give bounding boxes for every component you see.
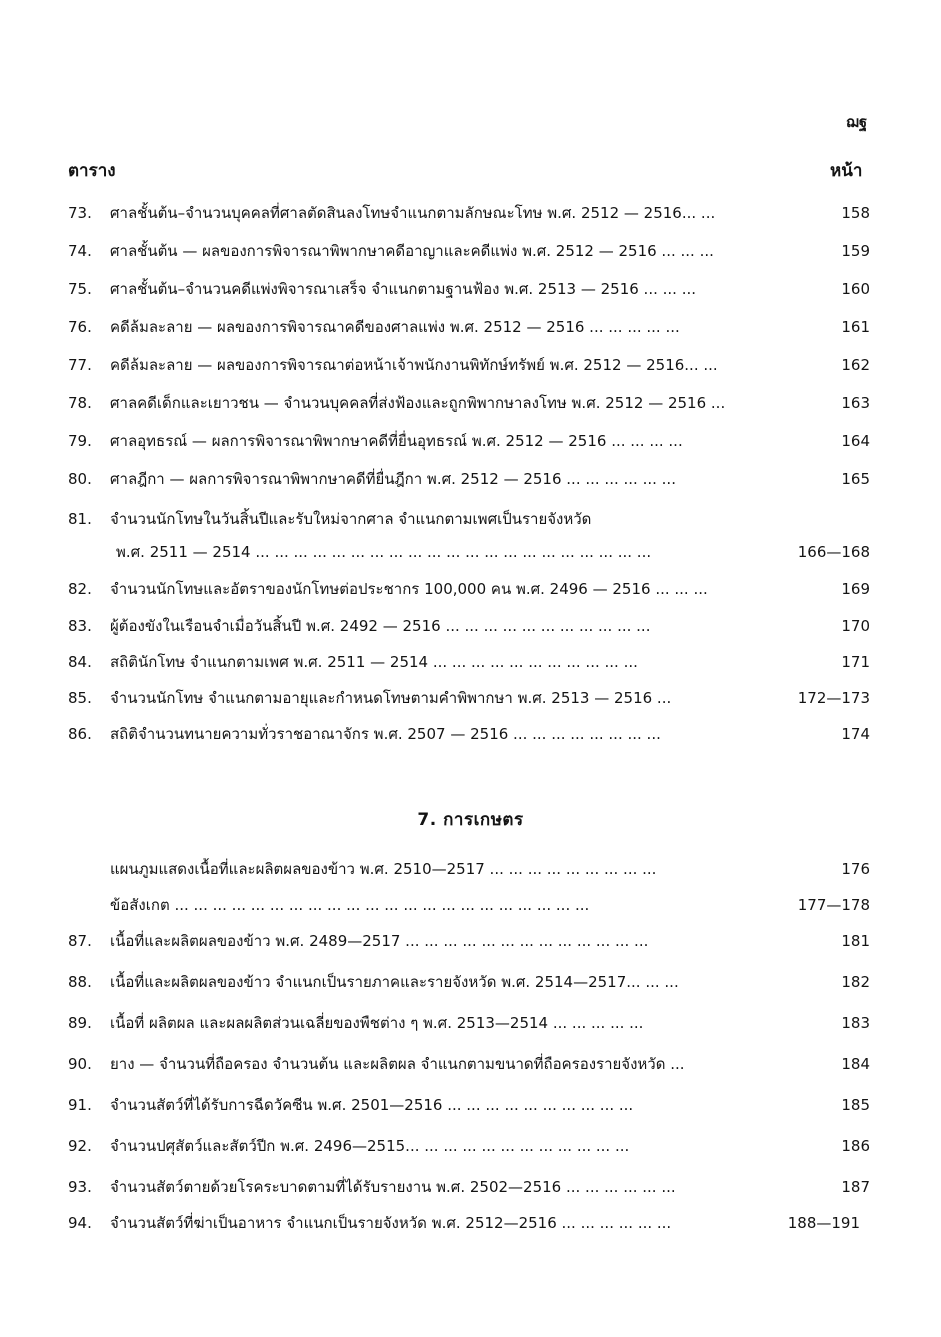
list-item [68,200,870,226]
entry-title: จำนวนปศุสัตว์และสัตว์ปีก พ.ศ. 2496—2515... ... ... ... ... ... ... ... ... ... ... ... [110,1137,630,1155]
entry-number: 83. [68,617,92,635]
entry-number: 86. [68,725,92,743]
entry-number: 75. [68,280,92,298]
entry-page: 185 [841,1096,870,1114]
list-item [68,576,870,602]
entry-page: 181 [841,932,870,950]
list-item [68,238,870,264]
list-item [68,1133,870,1159]
entry-title: ศาลอุทธรณ์ — ผลการพิจารณาพิพากษาคดีที่ยื่นอุทธรณ์ พ.ศ. 2512 — 2516 ... ... ... ... [110,432,683,450]
list-item [68,314,870,340]
entry-page: 186 [841,1137,870,1155]
entry-page: 166—168 [797,543,870,561]
list-item [68,613,870,639]
list-item [68,1210,870,1236]
entry-title: จำนวนสัตว์ที่ได้รับการฉีดวัคซีน พ.ศ. 2501—2516 ... ... ... ... ... ... ... ... ... ... [110,1096,634,1114]
entry-title: แผนภูมแสดงเนื้อที่และผลิตผลของข้าว พ.ศ. 2510—2517 ... ... ... ... ... ... ... ... ... [110,860,657,878]
entry-number: 76. [68,318,92,336]
entry-title: เนื้อที่ ผลิตผล และผลผลิตส่วนเฉลี่ยของพืชต่าง ๆ พ.ศ. 2513—2514 ... ... ... ... ... [110,1014,644,1032]
entry-title: คดีล้มละลาย — ผลของการพิจารณาคดีของศาลแพ่ง พ.ศ. 2512 — 2516 ... ... ... ... ... [110,318,680,336]
entry-page: 174 [841,725,870,743]
entry-number: 92. [68,1137,92,1155]
entry-page: 170 [841,617,870,635]
section-title: 7. การเกษตร [417,810,524,830]
entry-page: 184 [841,1055,870,1073]
column-header-table: ตาราง [68,161,116,181]
entry-number: 73. [68,204,92,222]
entry-page: 183 [841,1014,870,1032]
list-item [68,892,870,918]
list-item [68,1010,870,1036]
list-item [68,685,870,711]
entry-page: 171 [841,653,870,671]
column-header-page: หน้า [830,161,863,181]
entry-number: 93. [68,1178,92,1196]
list-item [68,1092,870,1118]
list-item [68,466,870,492]
entry-title: ศาลชั้นต้น — ผลของการพิจารณาพิพากษาคดีอาญาและคดีแพ่ง พ.ศ. 2512 — 2516 ... ... ... [110,242,714,260]
entry-page: 161 [841,318,870,336]
entry-page: 182 [841,973,870,991]
entry-number: 74. [68,242,92,260]
list-item [68,428,870,454]
entry-number: 88. [68,973,92,991]
list-item [68,856,870,882]
entry-number: 94. [68,1214,92,1232]
entry-number: 78. [68,394,92,412]
entry-title: เนื้อที่และผลิตผลของข้าว จำแนกเป็นรายภาคและรายจังหวัด พ.ศ. 2514—2517... ... ... [110,973,679,991]
list-item [68,352,870,378]
entry-title: ศาลชั้นต้น–จำนวนคดีแพ่งพิจารณาเสร็จ จำแนกตามฐานฟ้อง พ.ศ. 2513 — 2516 ... ... ... [110,280,697,298]
entry-page: 165 [841,470,870,488]
entry-title: จำนวนสัตว์ตายด้วยโรคระบาดตามที่ได้รับรายงาน พ.ศ. 2502—2516 ... ... ... ... ... ... [110,1178,676,1196]
entry-number: 87. [68,932,92,950]
entry-page: 163 [841,394,870,412]
entry-page: 176 [841,860,870,878]
entry-number: 81. [68,510,92,528]
entry-page: 164 [841,432,870,450]
entry-title: สถิติจำนวนทนายความทั่วราชอาณาจักร พ.ศ. 2507 — 2516 ... ... ... ... ... ... ... ... [110,725,661,743]
entry-title: ผู้ต้องขังในเรือนจำเมื่อวันสิ้นปี พ.ศ. 2492 — 2516 ... ... ... ... ... ... ... ... ... ... ... [110,617,651,635]
entry-title: ศาลชั้นต้น–จำนวนบุคคลที่ศาลตัดสินลงโทษจำแนกตามลักษณะโทษ พ.ศ. 2512 — 2516... ... [110,204,716,222]
entry-title: ข้อสังเกต ... ... ... ... ... ... ... ... ... ... ... ... ... ... ... ... ... ... ... ... ... ... [110,896,590,914]
entry-page: 162 [841,356,870,374]
entry-page: 160 [841,280,870,298]
entry-title: เนื้อที่และผลิตผลของข้าว พ.ศ. 2489—2517 ... ... ... ... ... ... ... ... ... ... ... ... ... [110,932,649,950]
entry-page: 159 [841,242,870,260]
entry-page: 188—191 [787,1214,860,1232]
entry-page: 187 [841,1178,870,1196]
list-item [68,1051,870,1077]
entry-title: ยาง — จำนวนที่ถือครอง จำนวนต้น และผลิตผล จำแนกตามขนาดที่ถือครองรายจังหวัด ... [110,1055,685,1073]
entry-page: 158 [841,204,870,222]
list-item [68,506,870,532]
list-item [68,276,870,302]
list-item [68,969,870,995]
entry-number: 90. [68,1055,92,1073]
entry-number: 80. [68,470,92,488]
entry-page: 172—173 [797,689,870,707]
entry-title: จำนวนสัตว์ที่ฆ่าเป็นอาหาร จำแนกเป็นรายจังหวัด พ.ศ. 2512—2516 ... ... ... ... ... ... [110,1214,672,1232]
entry-title: จำนวนนักโทษและอัตราของนักโทษต่อประชากร 100,000 คน พ.ศ. 2496 — 2516 ... ... ... [110,580,708,598]
entry-number: 79. [68,432,92,450]
list-item [68,649,870,675]
list-item [68,721,870,747]
entry-number: 89. [68,1014,92,1032]
page-number: ฌฐ [846,113,868,131]
entry-number: 85. [68,689,92,707]
entry-title: ศาลคดีเด็กและเยาวชน — จำนวนบุคคลที่ส่งฟ้องและถูกพิพากษาลงโทษ พ.ศ. 2512 — 2516 ... [110,394,726,412]
entry-number: 84. [68,653,92,671]
entry-title: สถิตินักโทษ จำแนกตามเพศ พ.ศ. 2511 — 2514 ... ... ... ... ... ... ... ... ... ... ... [110,653,638,671]
entry-title: คดีล้มละลาย — ผลของการพิจารณาต่อหน้าเจ้าพนักงานพิทักษ์ทรัพย์ พ.ศ. 2512 — 2516... ... [110,356,718,374]
list-item [68,390,870,416]
entry-page: 169 [841,580,870,598]
entry-title: จำนวนนักโทษในวันสิ้นปีและรับใหม่จากศาล จำแนกตามเพศเป็นรายจังหวัด [110,510,592,528]
entry-title: พ.ศ. 2511 — 2514 ... ... ... ... ... ... ... ... ... ... ... ... ... ... ... ... ... ... ... ... ... [116,543,652,561]
entry-number: 82. [68,580,92,598]
list-item [68,928,870,954]
list-item [68,1174,870,1200]
list-item [68,539,870,565]
entry-number: 91. [68,1096,92,1114]
entry-title: ศาลฎีกา — ผลการพิจารณาพิพากษาคดีที่ยื่นฎีกา พ.ศ. 2512 — 2516 ... ... ... ... ... ... [110,470,676,488]
entry-number: 77. [68,356,92,374]
entry-title: จำนวนนักโทษ จำแนกตามอายุและกำหนดโทษตามคำพิพากษา พ.ศ. 2513 — 2516 ... [110,689,672,707]
entry-page: 177—178 [797,896,870,914]
